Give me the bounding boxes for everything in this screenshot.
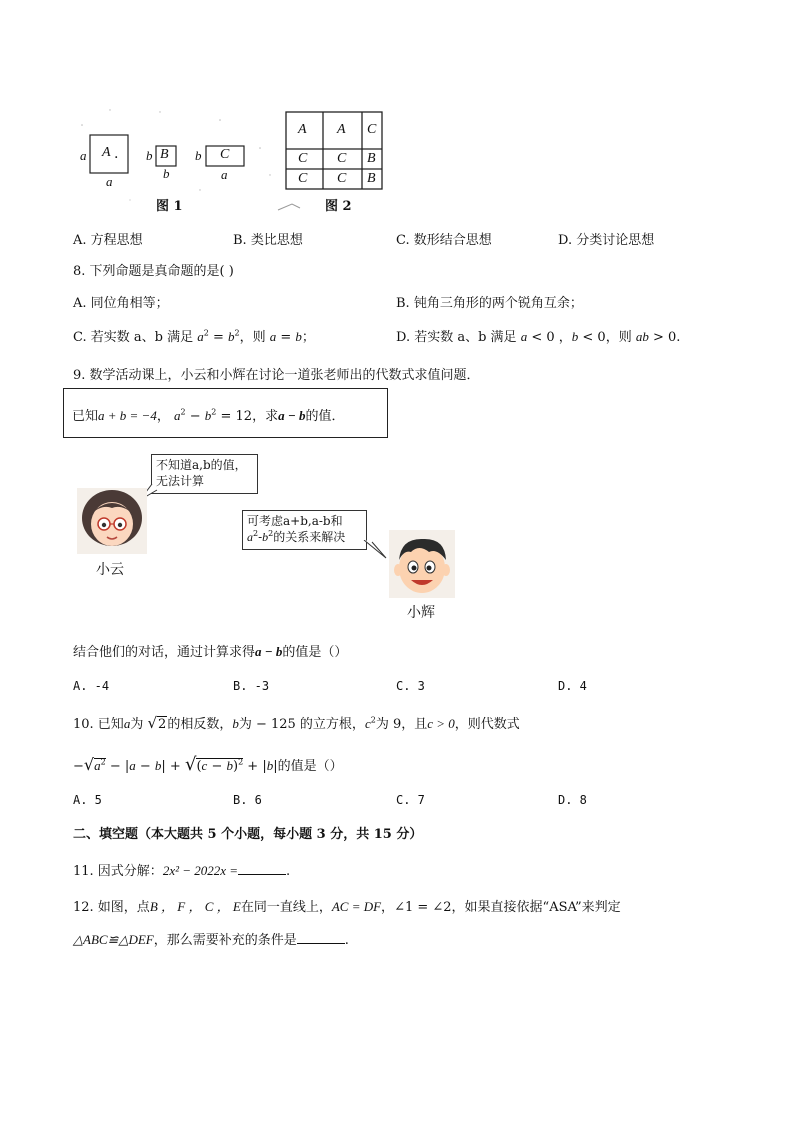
- q10-option-d: D. 8: [558, 793, 587, 807]
- fig2-cell: B: [367, 171, 376, 186]
- fig1-rect-c-label: C: [220, 147, 230, 162]
- q10-option-a: A. 5: [73, 793, 102, 807]
- fig1-square-b-label: B: [160, 147, 169, 162]
- q10-option-c: C. 7: [396, 793, 425, 807]
- q12-blank[interactable]: [297, 933, 345, 944]
- bubble1-line1: 不知道a,b的值，: [156, 458, 247, 472]
- q10-expression: $-√a^2 - |a - b| + √(c - b)^2 + |b|$的值是（）: [73, 754, 343, 775]
- bubble2-line2: $a^2-b^2$的关系来解决: [247, 529, 346, 544]
- q9-problem-text: 已知a + b = −4， $a^2 - b^2 = 12$，求a − b的值．: [72, 407, 345, 424]
- speech-bubble-xiaoyun: [151, 454, 258, 494]
- fig1-square-a-side-left: a: [80, 148, 87, 163]
- xiaohui-avatar: [389, 530, 455, 598]
- q11-blank[interactable]: [238, 864, 286, 875]
- q9-option-c: C. 3: [396, 679, 425, 693]
- fig2-cell: A: [337, 122, 346, 137]
- q12-line2: △ABC≌△DEF，那么需要补充的条件是 .: [73, 932, 349, 948]
- q11: 11. 因式分解：2x² − 2022x = .: [73, 863, 291, 879]
- q12-line1: 12. 如图，点B ， F ， C ， E在同一直线上，AC = DF，∠1 = ∠2，如果直接依据“ASA”来判定: [73, 899, 621, 915]
- fig2-cell: C: [337, 151, 347, 166]
- fig1-square-a-label: A: [102, 145, 111, 160]
- q8-option-c: C. 若实数 a、b 满足 $a^2 = b^2$，则 a = b；: [73, 328, 315, 345]
- q9-ask: 结合他们的对话，通过计算求得a − b的值是（）: [73, 644, 348, 660]
- q10-stem: 10. 已知a为 √2的相反数，b为 − 125 的立方根，$c^2$为 9，且c > 0，则代数式: [73, 714, 520, 732]
- xiaoyun-name: 小云: [96, 562, 124, 578]
- q10-option-b: B. 6: [233, 793, 262, 807]
- bubble2-line1: 可考虑a+b,a-b和: [247, 514, 343, 528]
- fig2-cell: C: [367, 122, 377, 137]
- q7-option-a: A. 方程思想: [73, 233, 143, 248]
- fig1-square-a-dot: .: [114, 146, 119, 162]
- fig2-cell: A: [298, 122, 307, 137]
- fig2-cell: B: [367, 151, 376, 166]
- q9-option-d: D. 4: [558, 679, 587, 693]
- fig2-cell: C: [298, 171, 308, 186]
- xiaohui-name: 小辉: [407, 605, 435, 621]
- bubble1-line2: 无法计算: [156, 474, 205, 488]
- fig1-rect-c-side-left: b: [195, 148, 202, 163]
- xiaoyun-avatar: [77, 488, 147, 554]
- bubble2-tail: [362, 540, 388, 562]
- q7-option-c: C. 数形结合思想: [396, 233, 492, 248]
- fig1-square-b-side-left: b: [146, 148, 153, 163]
- q8-option-d: D. 若实数 a、b 满足 a < 0 ，b < 0，则 ab > 0.: [396, 329, 681, 345]
- q9-stem: 9. 数学活动课上，小云和小辉在讨论一道张老师出的代数式求值问题．: [73, 368, 480, 383]
- figure-region: [70, 100, 400, 220]
- q7-option-b: B. 类比思想: [233, 233, 303, 248]
- q9-option-b: B. -3: [233, 679, 270, 693]
- fig1-square-b-side-bottom: b: [163, 166, 170, 181]
- q7-option-d: D. 分类讨论思想: [558, 233, 655, 248]
- q8-option-b: B. 钝角三角形的两个锐角互余；: [396, 296, 583, 311]
- fig2-cell: C: [337, 171, 347, 186]
- q8-stem: 8. 下列命题是真命题的是( ): [73, 264, 234, 279]
- q9-option-a: A. -4: [73, 679, 110, 693]
- fig1-square-a-side-bottom: a: [106, 174, 113, 189]
- speech-bubble-xiaohui: [242, 510, 367, 550]
- section-2-title: 二、填空题（本大题共 5 个小题，每小题 3 分，共 15 分）: [73, 827, 423, 842]
- q8-option-a: A. 同位角相等；: [73, 296, 169, 311]
- fig2-cell: C: [298, 151, 308, 166]
- fig1-rect-c-side-bottom: a: [221, 167, 228, 182]
- fig1-caption: 图 1: [156, 199, 183, 214]
- fig2-caption: 图 2: [325, 199, 352, 214]
